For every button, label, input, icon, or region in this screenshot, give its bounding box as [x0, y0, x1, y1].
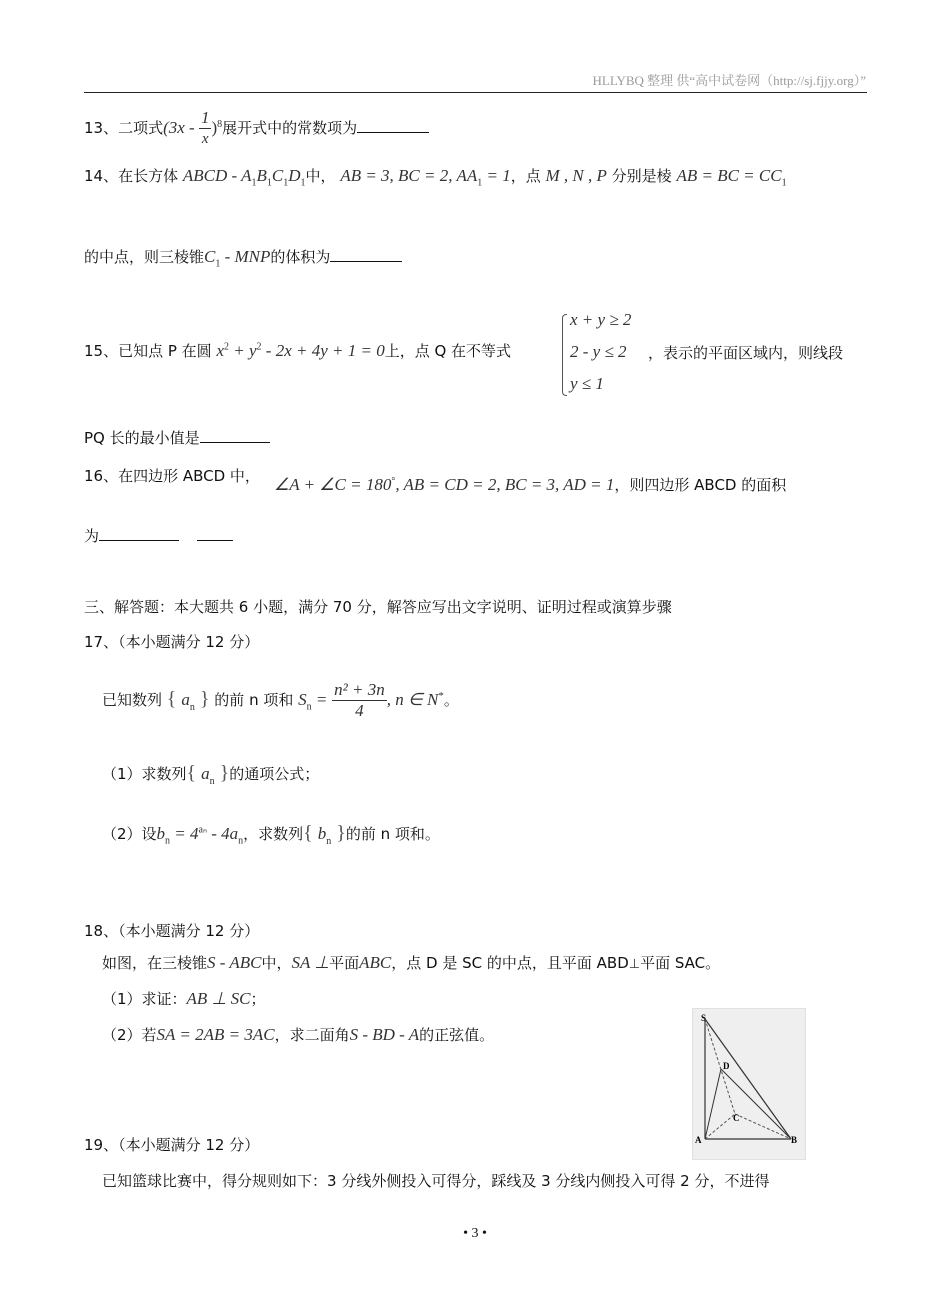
question-16-line2 [84, 525, 233, 546]
q18-p2-pre: （2）若 [102, 1026, 157, 1044]
q14-solid-d: D [288, 166, 301, 185]
q17-part-1 [102, 762, 319, 787]
q17-intro [102, 680, 459, 721]
question-14-line2 [84, 246, 402, 269]
q17-p2-bsub: n [165, 835, 171, 847]
q15-ineq-2: 2 - y ≤ 2 [570, 342, 627, 361]
q14-solid-a: ABCD - A [182, 166, 252, 185]
q17-end: 。 [443, 691, 459, 709]
pyramid-figure [692, 1008, 806, 1160]
q16-cond: ∠A + ∠C = 180 [274, 475, 392, 494]
q14-sub-c: 1 [283, 177, 289, 189]
q17-p1-set: { $a_n$ } [186, 762, 230, 787]
q16-label: 16、在四边形 ABCD 中， [84, 467, 260, 485]
q18-l1-c: 平面 [329, 954, 360, 972]
q18-p1-pre: （1）求证： [102, 990, 187, 1008]
q17-p2-set-sub: n [326, 836, 332, 847]
q13-tail: 展开式中的常数项为 [222, 119, 358, 137]
q14-cond-end: = 1 [482, 166, 511, 185]
q15-circle [216, 341, 384, 360]
q15-mid: 上，点 Q 在不等式 [384, 342, 512, 360]
q17-p1-sub: n [209, 776, 215, 787]
q17-p2-exp: aₙ [198, 824, 207, 836]
q14-points: M , N , P [545, 166, 607, 185]
q15-brace [562, 314, 567, 396]
q14-pyr-c: C [204, 247, 216, 266]
q15-ineq-3: y ≤ 1 [570, 374, 604, 393]
q14-label: 14、在长方体 [84, 167, 179, 185]
q16-tail: ，则四边形 ABCD 的面积 [614, 476, 787, 494]
q17-star: * [438, 690, 444, 702]
q14-sub-b: 1 [266, 177, 272, 189]
q15-circle-b: + y [229, 341, 257, 360]
q17-p2-b: b [156, 824, 166, 843]
q14-edges-sub: 1 [781, 177, 787, 189]
q17-S: $S_n$ = [298, 690, 328, 713]
header-rule [84, 92, 867, 93]
q15-circle-c: - 2x + 4y + 1 = 0 [261, 341, 385, 360]
q18-p2-math2: S - BD - A [349, 1025, 420, 1044]
q14-solid-b: B [256, 166, 267, 185]
q19-line-1: 已知篮球比赛中，得分规则如下：3 分线外侧投入可得分，踩线及 3 分线内侧投入可得 2 分，不进得 [102, 1172, 770, 1190]
section-3-heading: 三、解答题：本大题共 6 小题，满分 70 分，解答应写出文字说明、证明过程或演算步骤 [84, 598, 672, 616]
q18-p1-math: AB ⊥ SC [186, 989, 251, 1008]
q14-pyr-rest: - MNP [220, 247, 271, 266]
q17-intro-pre: 已知数列 [102, 691, 163, 709]
q14-pyr-sub: 1 [215, 258, 221, 270]
q17-title: 17、（本小题满分 12 分） [84, 633, 260, 651]
q18-l1-a: 如图，在三棱锥 [102, 954, 208, 972]
q13-exponent: 8 [217, 119, 223, 130]
q17-p2-set-b: b [317, 824, 327, 843]
q13-frac-den: x [201, 131, 209, 147]
page-header: HLLYBQ 整理 供“高中试卷网（http://sj.fjjy.org）” [592, 73, 866, 88]
q18-l1-e: 平面 SAC。 [640, 954, 721, 972]
q14-answer-blank[interactable] [330, 247, 402, 262]
q18-p2-post: 的正弦值。 [419, 1026, 495, 1044]
q18-l1-b: 中， [261, 954, 292, 972]
q13-answer-blank[interactable] [357, 118, 429, 133]
q17-intro-mid: 的前 n 项和 [214, 691, 294, 709]
q17-p2-eq-b: - 4a [206, 824, 239, 843]
q15-tail: ，表示的平面区域内，则线段 [648, 344, 844, 362]
q17-p2-eq [156, 824, 244, 847]
q19-title: 19、（本小题满分 12 分） [84, 1136, 260, 1154]
q15-sq-b: 2 [256, 341, 262, 353]
q18-p2-math: SA = 2AB = 3AC [156, 1025, 275, 1044]
q14-tail: 分别是棱 [611, 167, 672, 185]
q13-label: 13、二项式 [84, 119, 164, 137]
q17-p1-post: 的通项公式； [229, 765, 320, 783]
q13-expr-post: ) [211, 118, 218, 137]
q15-circle-a: x [216, 341, 224, 360]
q13-fraction [199, 108, 212, 149]
q18-sa-perp: SA ⊥ [291, 953, 330, 972]
question-15 [84, 340, 511, 361]
q17-frac-den: 4 [355, 701, 364, 720]
q17-p2-eq-a: = 4 [170, 824, 199, 843]
q17-p2-post: 的前 n 项和。 [345, 825, 440, 843]
q17-p2-mid: ，求数列 [243, 825, 304, 843]
question-16 [84, 465, 260, 486]
q16-condition [274, 474, 786, 495]
q15-line2: PQ 长的最小值是 [84, 429, 200, 447]
q16-degree: ° [391, 476, 396, 487]
question-15-line2 [84, 427, 270, 448]
q18-p1-post: ； [250, 990, 266, 1008]
q14-pyramid [204, 247, 271, 270]
q17-frac-num: n² + 3n [334, 680, 385, 699]
q17-domain: , n ∈ N [386, 690, 439, 709]
label-C: C [733, 1113, 740, 1123]
q14-edges [676, 166, 787, 189]
pyramid-diagram [693, 1009, 805, 1159]
q14-edges-a: AB = BC = CC [676, 166, 782, 185]
q17-p2-pre: （2）设 [102, 825, 157, 843]
q14-mid: 中， [305, 167, 336, 185]
q17-seq-a: a [181, 690, 190, 709]
label-B: B [791, 1135, 798, 1145]
q14-solid [182, 166, 306, 189]
q15-ineq-1: x + y ≥ 2 [570, 310, 632, 329]
q14-sub-a: 1 [251, 177, 257, 189]
q15-label: 15、已知点 P 在圆 [84, 342, 212, 360]
q16-line2: 为 [84, 527, 100, 545]
question-14 [84, 165, 787, 188]
q14-line2-post: 的体积为 [270, 248, 331, 266]
q15-sq-a: 2 [224, 341, 229, 353]
q16-answer-blank-2[interactable] [197, 526, 233, 541]
q14-sub-d: 1 [300, 177, 306, 189]
q18-pyramid: S - ABC [207, 953, 262, 972]
q17-seq-set: { $a_n$ } [166, 688, 210, 713]
label-D: D [723, 1061, 730, 1071]
q17-p2-asub: n [238, 835, 244, 847]
label-S: S [701, 1013, 707, 1023]
q14-cond-a: AB = 3, BC = 2, AA [340, 166, 478, 185]
page-number: • 3 • [463, 1226, 487, 1241]
q18-part-2 [102, 1024, 494, 1045]
q13-expr-pre: (3x - [163, 118, 199, 137]
q18-line-1 [102, 952, 720, 973]
q17-p2-set: { $b_n$ } [303, 822, 346, 847]
q18-p2-mid: ，求二面角 [274, 1026, 350, 1044]
q16-cond2: , AB = CD = 2, BC = 3, AD = 1 [395, 475, 615, 494]
q17-S-sub: n [306, 701, 312, 713]
q14-solid-c: C [271, 166, 284, 185]
q17-fraction [332, 680, 387, 721]
q17-part-2 [102, 822, 440, 847]
edge-DA [705, 1069, 721, 1139]
q18-part-1 [102, 988, 265, 1009]
q14-sep: ，点 [510, 167, 541, 185]
q17-p1-pre: （1）求数列 [102, 765, 187, 783]
q13-frac-num: 1 [200, 108, 210, 127]
q18-l1-d: ，点 D 是 SC 的中点，且平面 ABD [391, 954, 629, 972]
edge-DB [721, 1069, 791, 1139]
label-A: A [695, 1135, 702, 1145]
q17-p1-a: a [201, 764, 210, 783]
q18-perp: ⊥ [628, 956, 641, 971]
q17-seq-sub: n [189, 702, 195, 713]
edge-SB [705, 1019, 791, 1139]
question-13 [84, 108, 429, 149]
q14-line2-pre: 的中点，则三棱锥 [84, 248, 205, 266]
edge-SC [705, 1019, 735, 1114]
q18-plane: ABC [359, 953, 392, 972]
q14-cond [340, 166, 511, 189]
q17-S-letter: S [298, 690, 307, 709]
q15-answer-blank[interactable] [200, 428, 270, 443]
q14-cond-sub: 1 [477, 177, 483, 189]
q18-title: 18、（本小题满分 12 分） [84, 922, 260, 940]
q16-answer-blank-1[interactable] [99, 526, 179, 541]
